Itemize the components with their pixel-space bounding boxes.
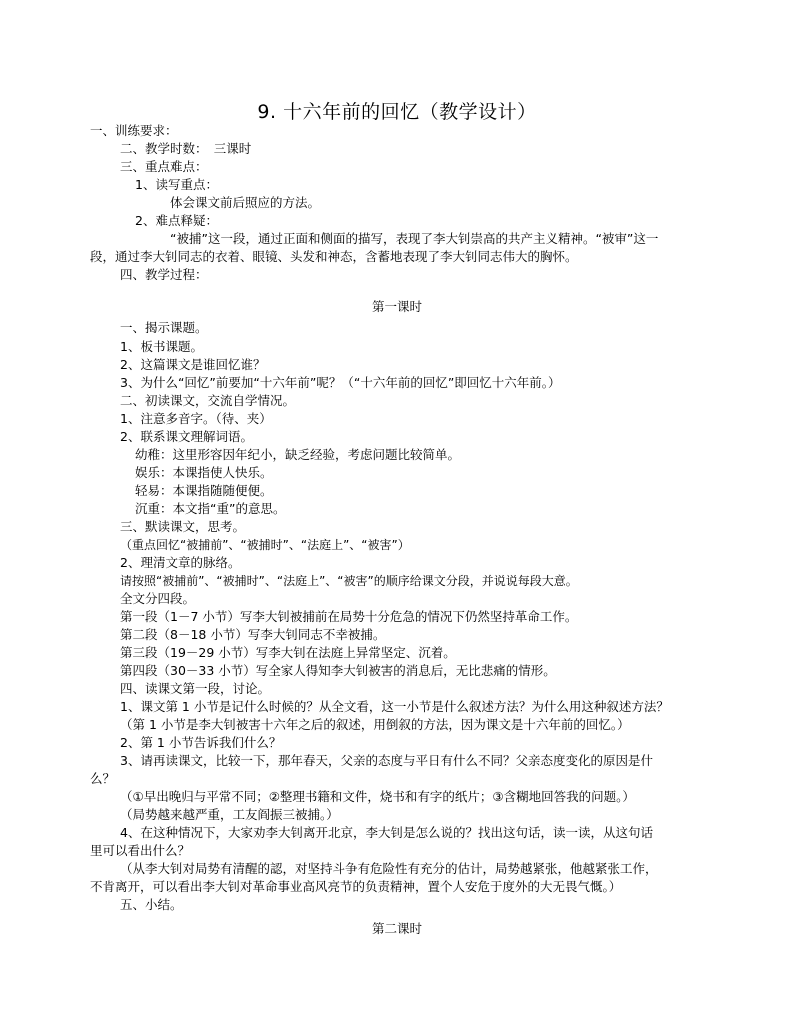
list-item: 3、为什么“回忆”前要加“十六年前”呢？（“十六年前的回忆”即回忆十六年前。）: [120, 375, 561, 390]
question-line: 1、课文第 1 小节是记什么时候的？从全文看，这一小节是什么叙述方法？为什么用这种叙述方法？: [120, 699, 669, 714]
lesson-heading: 第二课时: [371, 921, 422, 936]
answer-line: （第 1 小节是李大钊被害十六年之后的叙述，用倒叙的方法，因为课文是十六年前的回忆。）: [120, 717, 630, 732]
vocabulary-item: 幼稚：这里形容因年纪小，缺乏经验，考虑问题比较简单。: [135, 447, 461, 462]
answer-line: （①早出晚归与平常不同；②整理书籍和文件，烧书和有字的纸片；③含糊地回答我的问题。）: [120, 789, 635, 804]
answer-line: 不肯离开，可以看出李大钊对革命事业高风亮节的负责精神，置个人安危于度外的大无畏气慨。）: [90, 879, 622, 894]
section-heading: 四、教学过程：: [120, 267, 208, 282]
list-item: 2、联系课文理解词语。: [120, 429, 253, 444]
question-line: 4、在这种情况下，大家劝李大钊离开北京，李大钊是怎么说的？找出这句话，读一读，从这句话: [120, 825, 653, 840]
section-heading: 四、读课文第一段，讨论。: [120, 681, 271, 696]
question-line: 3、请再读课文，比较一下，那年春天，父亲的态度与平日有什么不同？父亲态度变化的原因是什: [120, 753, 653, 768]
paragraph-line: “被捕”这一段，通过正面和侧面的描写，表现了李大钊崇高的共产主义精神。“被审”这一: [170, 231, 659, 246]
section-heading: 一、训练要求：: [90, 123, 178, 138]
question-line: 2、第 1 小节告诉我们什么？: [120, 735, 282, 750]
section-heading: 三、默读课文，思考。: [120, 519, 246, 534]
section-heading: 三、重点难点：: [120, 159, 208, 174]
section-heading: 二、教学时数： 三课时: [120, 141, 252, 156]
sub-heading: 1、读写重点：: [135, 177, 218, 192]
document-title: 9. 十六年前的回忆（教学设计）: [257, 101, 537, 123]
vocabulary-item: 娱乐：本课指使人快乐。: [135, 465, 273, 480]
question-line: 么？: [90, 771, 116, 786]
text-line: （重点回忆“被捕前”、“被捕时”、“法庭上”、“被害”）: [120, 538, 410, 552]
section-heading: 五、小结。: [120, 897, 183, 912]
text-line: 体会课文前后照应的方法。: [170, 195, 321, 210]
text-line: 第三段（19－29 小节）写李大钊在法庭上异常坚定、沉着。: [120, 645, 456, 660]
vocabulary-item: 沉重：本文指“重”的意思。: [135, 501, 286, 516]
text-line: 请按照“被捕前”、“被捕时”、“法庭上”、“被害”的顺序给课文分段，并说说每段大意。: [120, 574, 578, 588]
answer-line: （局势越来越严重，工友阎振三被捕。）: [120, 807, 339, 822]
answer-line: （从李大钊对局势有清醒的認，对坚持斗争有危险性有充分的估计，局势越紧张，他越紧张工作，: [120, 861, 658, 876]
section-heading: 二、初读课文，交流自学情况。: [120, 393, 296, 408]
list-item: 1、板书课题。: [120, 339, 203, 354]
lesson-heading: 第一课时: [371, 299, 422, 314]
text-line: 第一段（1－7 小节）写李大钊被捕前在局势十分危急的情况下仍然坚持革命工作。: [120, 609, 578, 624]
vocabulary-item: 轻易：本课指随随便便。: [135, 483, 273, 498]
list-item: 2、理清文章的脉络。: [120, 555, 241, 570]
text-line: 全文分四段。: [120, 591, 196, 606]
list-item: 1、注意多音字。（待、夹）: [120, 411, 272, 426]
paragraph-line: 段，通过李大钊同志的衣着、眼镜、头发和神态，含蓄地表现了李大钊同志伟大的胸怀。: [90, 249, 578, 264]
question-line: 里可以看出什么？: [90, 843, 191, 858]
section-heading: 一、揭示课题。: [120, 320, 208, 335]
sub-heading: 2、难点释疑：: [135, 213, 218, 228]
text-line: 第二段（8－18 小节）写李大钊同志不幸被捕。: [120, 627, 386, 642]
list-item: 2、这篇课文是谁回忆谁？: [120, 357, 266, 372]
text-line: 第四段（30－33 小节）写全家人得知李大钊被害的消息后，无比悲痛的情形。: [120, 663, 556, 678]
